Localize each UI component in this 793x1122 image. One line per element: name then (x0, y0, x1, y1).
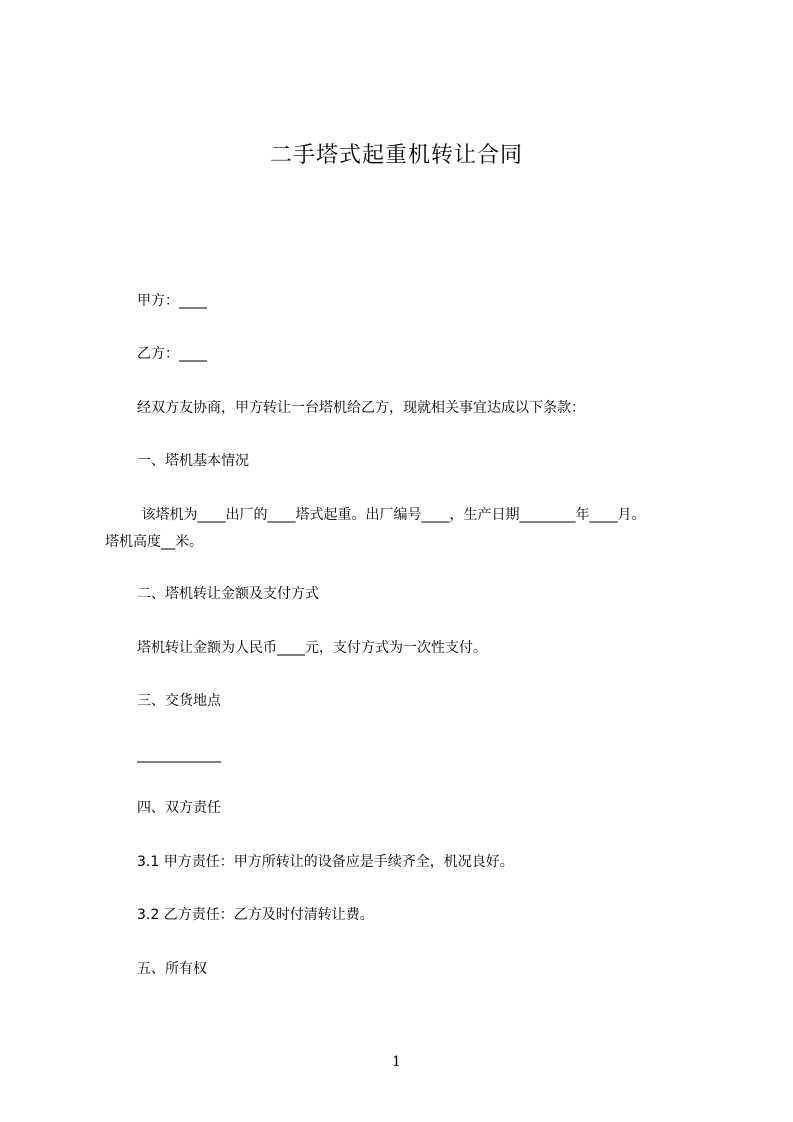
section-2-heading: 二、塔机转让金额及支付方式 (137, 586, 319, 602)
section-1-heading: 一、塔机基本情况 (137, 453, 249, 469)
section-5-heading: 五、所有权 (137, 961, 207, 977)
page-number: 1 (392, 1054, 401, 1070)
intro-paragraph: 经双方友协商，甲方转让一台塔机给乙方，现就相关事宜达成以下条款： (137, 400, 585, 416)
party-b-line: 乙方：____ (137, 346, 207, 362)
section-1-line-2: 塔机高度__米。 (105, 534, 203, 550)
section-4-heading: 四、双方责任 (137, 800, 221, 816)
section-3-heading: 三、交货地点 (137, 693, 221, 709)
section-1-line-1: 该塔机为____出厂的____塔式起重。出厂编号____，生产日期________年____月。 (137, 507, 646, 523)
section-3-body: ____________ (137, 747, 221, 763)
document-title: 二手塔式起重机转让合同 (269, 143, 523, 168)
clause-3-2: 3.2 乙方责任：乙方及时付清转让费。 (137, 907, 374, 923)
clause-3-1: 3.1 甲方责任：甲方所转让的设备应是手续齐全，机况良好。 (137, 854, 514, 870)
section-2-body: 塔机转让金额为人民币____元，支付方式为一次性支付。 (137, 640, 487, 656)
party-a-line: 甲方：____ (137, 293, 207, 309)
